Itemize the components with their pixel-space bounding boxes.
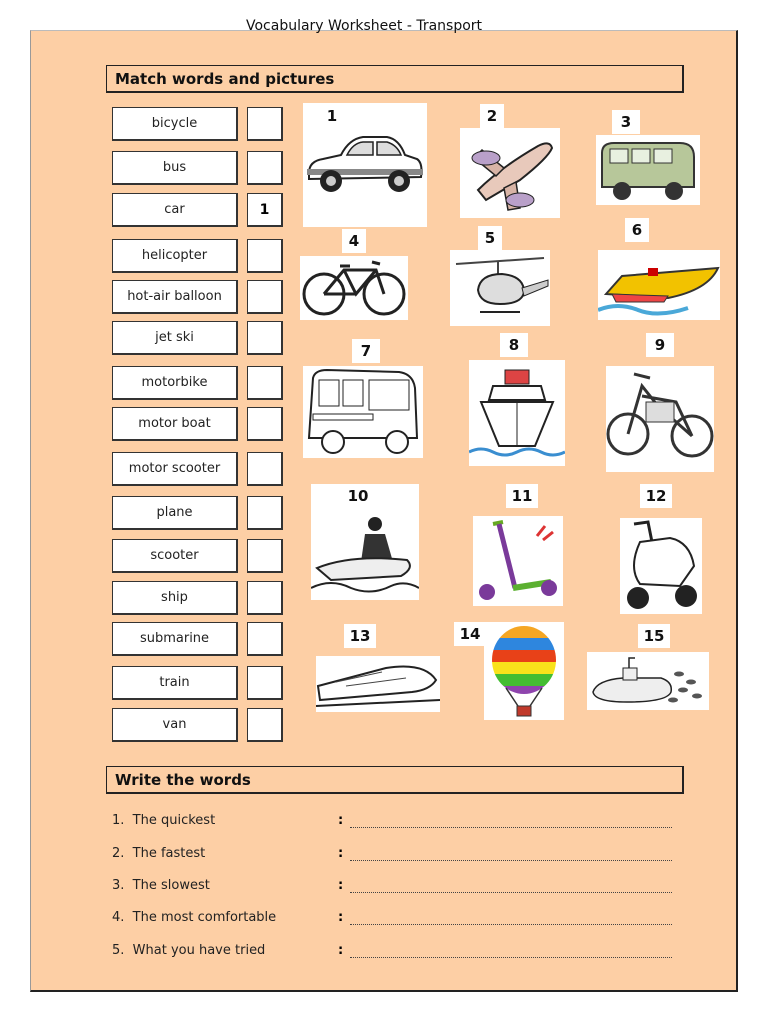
- picture-number-13: 13: [344, 624, 376, 648]
- picture-number-9: 9: [646, 333, 674, 357]
- question-number: 2.: [112, 846, 125, 861]
- answer-box-motor-boat[interactable]: [247, 407, 283, 441]
- bus-icon: [303, 366, 423, 458]
- answer-line-1[interactable]: [350, 815, 672, 828]
- word-box-motor-boat: motor boat: [112, 407, 238, 441]
- picture-number-1: 1: [320, 104, 344, 128]
- answer-box-motor-scooter[interactable]: [247, 452, 283, 486]
- picture-number-15: 15: [638, 624, 670, 648]
- question-number: 3.: [112, 878, 125, 893]
- answer-line-4[interactable]: [350, 912, 672, 925]
- question-number: 5.: [112, 943, 125, 958]
- worksheet-title: Vocabulary Worksheet - Transport: [245, 18, 483, 34]
- question-row-2: [112, 846, 205, 861]
- picture-number-10: 10: [342, 484, 374, 508]
- question-text: What you have tried: [132, 943, 266, 958]
- answer-box-jet-ski[interactable]: [247, 321, 283, 355]
- answer-box-ship[interactable]: [247, 581, 283, 615]
- motorbike-icon: [606, 366, 714, 472]
- word-box-car: car: [112, 193, 238, 227]
- picture-number-11: 11: [506, 484, 538, 508]
- question-number: 1.: [112, 813, 125, 828]
- word-box-motor-scooter: motor scooter: [112, 452, 238, 486]
- question-row-3: [112, 878, 210, 893]
- answer-box-car[interactable]: 1: [247, 193, 283, 227]
- ship-icon: [469, 360, 565, 466]
- word-box-ship: ship: [112, 581, 238, 615]
- word-box-bus: bus: [112, 151, 238, 185]
- question-colon: :: [338, 943, 344, 958]
- answer-line-5[interactable]: [350, 945, 672, 958]
- word-box-submarine: submarine: [112, 622, 238, 656]
- question-number: 4.: [112, 910, 125, 925]
- word-box-jet-ski: jet ski: [112, 321, 238, 355]
- picture-number-14: 14: [454, 622, 486, 646]
- word-box-motorbike: motorbike: [112, 366, 238, 400]
- hot-air-balloon-icon: [484, 622, 564, 720]
- write-section-header: Write the words: [106, 766, 684, 794]
- question-colon: :: [338, 846, 344, 861]
- word-box-plane: plane: [112, 496, 238, 530]
- question-text: The most comfortable: [132, 910, 277, 925]
- word-box-scooter: scooter: [112, 539, 238, 573]
- train-icon: [316, 656, 440, 712]
- picture-number-2: 2: [480, 104, 504, 128]
- answer-line-3[interactable]: [350, 880, 672, 893]
- question-colon: :: [338, 813, 344, 828]
- answer-box-bicycle[interactable]: [247, 107, 283, 141]
- picture-number-4: 4: [342, 229, 366, 253]
- answer-box-helicopter[interactable]: [247, 239, 283, 273]
- question-row-4: [112, 910, 276, 925]
- word-box-bicycle: bicycle: [112, 107, 238, 141]
- picture-number-6: 6: [625, 218, 649, 242]
- answer-line-2[interactable]: [350, 848, 672, 861]
- match-section-header: Match words and pictures: [106, 65, 684, 93]
- answer-box-submarine[interactable]: [247, 622, 283, 656]
- picture-number-5: 5: [478, 226, 502, 250]
- word-box-van: van: [112, 708, 238, 742]
- answer-box-motorbike[interactable]: [247, 366, 283, 400]
- question-row-1: [112, 813, 215, 828]
- answer-box-van[interactable]: [247, 708, 283, 742]
- answer-box-scooter[interactable]: [247, 539, 283, 573]
- scooter-icon: [473, 516, 563, 606]
- word-box-hot-air-balloon: hot-air balloon: [112, 280, 238, 314]
- answer-box-plane[interactable]: [247, 496, 283, 530]
- word-box-helicopter: helicopter: [112, 239, 238, 273]
- van-icon: [596, 135, 700, 205]
- motor-scooter-icon: [620, 518, 702, 614]
- submarine-icon: [587, 652, 709, 710]
- motor-boat-icon: [598, 250, 720, 320]
- helicopter-icon: [450, 250, 550, 326]
- answer-box-hot-air-balloon[interactable]: [247, 280, 283, 314]
- picture-number-7: 7: [352, 339, 380, 363]
- question-text: The fastest: [132, 846, 206, 861]
- question-colon: :: [338, 910, 344, 925]
- bicycle-icon: [300, 256, 408, 320]
- answer-box-train[interactable]: [247, 666, 283, 700]
- question-text: The quickest: [132, 813, 216, 828]
- word-box-train: train: [112, 666, 238, 700]
- picture-number-12: 12: [640, 484, 672, 508]
- answer-box-bus[interactable]: [247, 151, 283, 185]
- question-colon: :: [338, 878, 344, 893]
- picture-number-3: 3: [612, 110, 640, 134]
- picture-number-8: 8: [500, 333, 528, 357]
- plane-icon: [460, 128, 560, 218]
- question-text: The slowest: [132, 878, 210, 893]
- question-row-5: [112, 943, 265, 958]
